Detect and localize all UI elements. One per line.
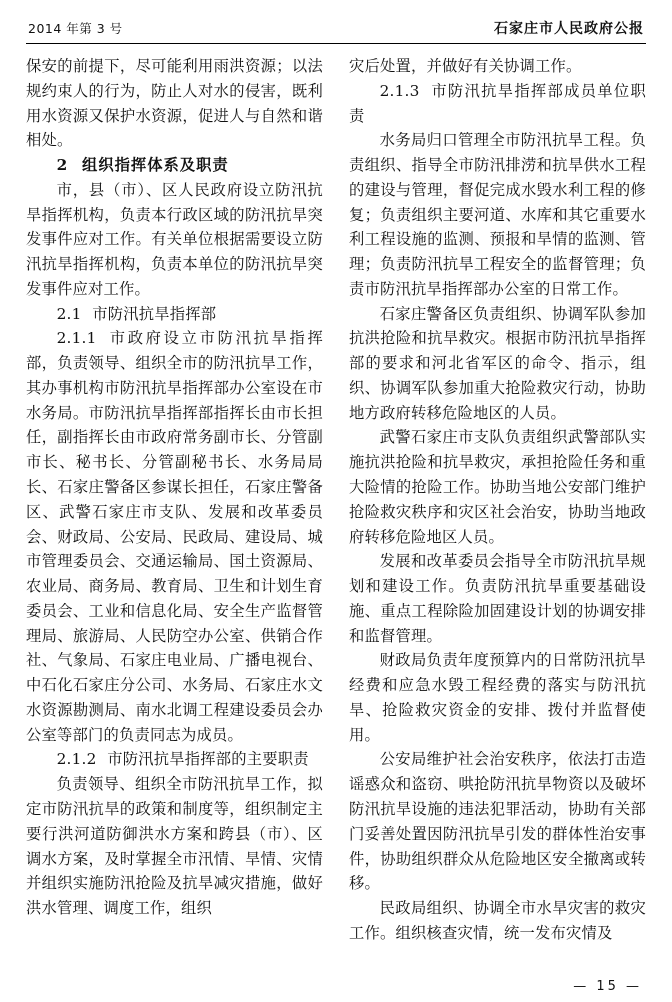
paragraph: 武警石家庄市支队负责组织武警部队实施抗洪抢险和抗旱救灾，承担抢险任务和重大险情的抢险工作。协助当地公安部门维护抢险救灾秩序和灾区社会治安，协助当地政府转移危险地区人员。 [349,428,646,546]
section-heading-2-1-2 [26,747,323,772]
publication-title: 石家庄市人民政府公报 [494,21,644,37]
paragraph: 民政局组织、协调全市水旱灾害的救灾工作。组织核查灾情，统一发布灾情及 [349,899,646,942]
paragraph: 负责领导、组织全市防汛抗旱工作，拟定市防汛抗旱的政策和制度等，组织制定主要行洪河道防御洪水方案和跨县（市）、区调水方案，及时掌握全市汛情、旱情、灾情并组织实施防汛抢险及抗旱减灾措施，做好洪水管理、调度工作，组织 [26,775,323,918]
section-title: 市政府设立市防汛抗旱指挥部，负责领导、组织全市的防汛抗旱工作，其办事机构市防汛抗旱指挥部办公室设在市水务局。市防汛抗旱指挥部指挥长由市长担任，副指挥长由市政府常务副市长、分管副市长、秘书长、分管副秘书长、水务局局长、石家庄警备区参谋长担任，石家庄警备区、武警石家庄市支队、发展和改革委员会、财政局、公安局、民政局、建设局、城市管理委员会、交通运输局、国土资源局、农业局、商务局、教育局、卫生和计划生育委员会、工业和信息化局、安全生产监督管理局、旅游局、人民防空办公室、供销合作社、气象局、石家庄电业局、广播电视台、中石化石家庄分公司、水务局、石家庄水文水资源勘测局、南水北调工程建设委员会办公室等部门的负责同志为成员。 [26,329,323,744]
running-head [26,18,646,43]
paragraph: 灾后处置，并做好有关协调工作。 [349,57,582,75]
section-number: 2.1 [56,304,82,323]
left-column [26,54,323,974]
section-title: 市防汛抗旱指挥部的主要职责 [107,750,309,769]
paragraph: 保安的前提下，尽可能利用雨洪资源；以法规约束人的行为，防止人对水的侵害，既利用水资源又保护水资源，促进人与自然和谐相处。 [26,57,323,150]
section-heading-2 [26,153,323,178]
issue-label: 2014 年第 3 号 [28,21,123,36]
section-number: 2.1.3 [379,81,420,100]
paragraph: 发展和改革委员会指导全市防汛抗旱规划和建设工作。负责防汛抗旱重要基础设施、重点工程除险加固建设计划的协调安排和监督管理。 [349,552,646,645]
page-number: — 15 — [573,979,642,994]
section-number: 2 [56,156,69,175]
right-column [349,54,646,974]
section-title: 组织指挥体系及职责 [82,156,229,175]
body-columns [26,54,646,974]
section-heading-2-1-3 [349,79,646,129]
paragraph: 水务局归口管理全市防汛抗旱工程。负责组织、指导全市防汛排涝和抗旱供水工程的建设与管理，督促完成水毁水利工程的修复；负责组织主要河道、水库和其它重要水利工程设施的监测、预报和旱情的监测、管理；负责防汛抗旱工程安全的监督管理；负责市防汛抗旱指挥部办公室的日常工作。 [349,131,646,298]
section-number: 2.1.2 [56,750,97,769]
paragraph: 市，县（市）、区人民政府设立防汛抗旱指挥机构，负责本行政区域的防汛抗旱突发事件应对工作。有关单位根据需要设立防汛抗旱指挥机构，负责本单位的防汛抗旱突发事件应对工作。 [26,180,323,298]
paragraph: 石家庄警备区负责组织、协调军队参加抗洪抢险和抗旱救灾。根据市防汛抗旱指挥部的要求和河北省军区的命令、指示，组织、协调军队参加重大抢险救灾行动，协助地方政府转移危险地区的人员。 [349,304,646,422]
paragraph: 财政局负责年度预算内的日常防汛抗旱经费和应急水毁工程经费的落实与防汛抗旱、抢险救灾资金的安排、拨付并监督使用。 [349,651,646,744]
paragraph: 公安局维护社会治安秩序，依法打击造谣惑众和盗窃、哄抢防汛抗旱物资以及破坏防汛抗旱设施的违法犯罪活动，协助有关部门妥善处置因防汛抗旱引发的群体性治安事件，协助组织群众从危险地区安全撤离或转移。 [349,750,646,893]
section-heading-2-1-1 [26,326,323,747]
header-divider [26,43,646,44]
section-heading-2-1 [26,302,323,327]
section-title: 市防汛抗旱指挥部成员单位职责 [349,81,646,125]
section-title: 市防汛抗旱指挥部 [92,304,217,323]
section-number: 2.1.1 [56,329,97,348]
